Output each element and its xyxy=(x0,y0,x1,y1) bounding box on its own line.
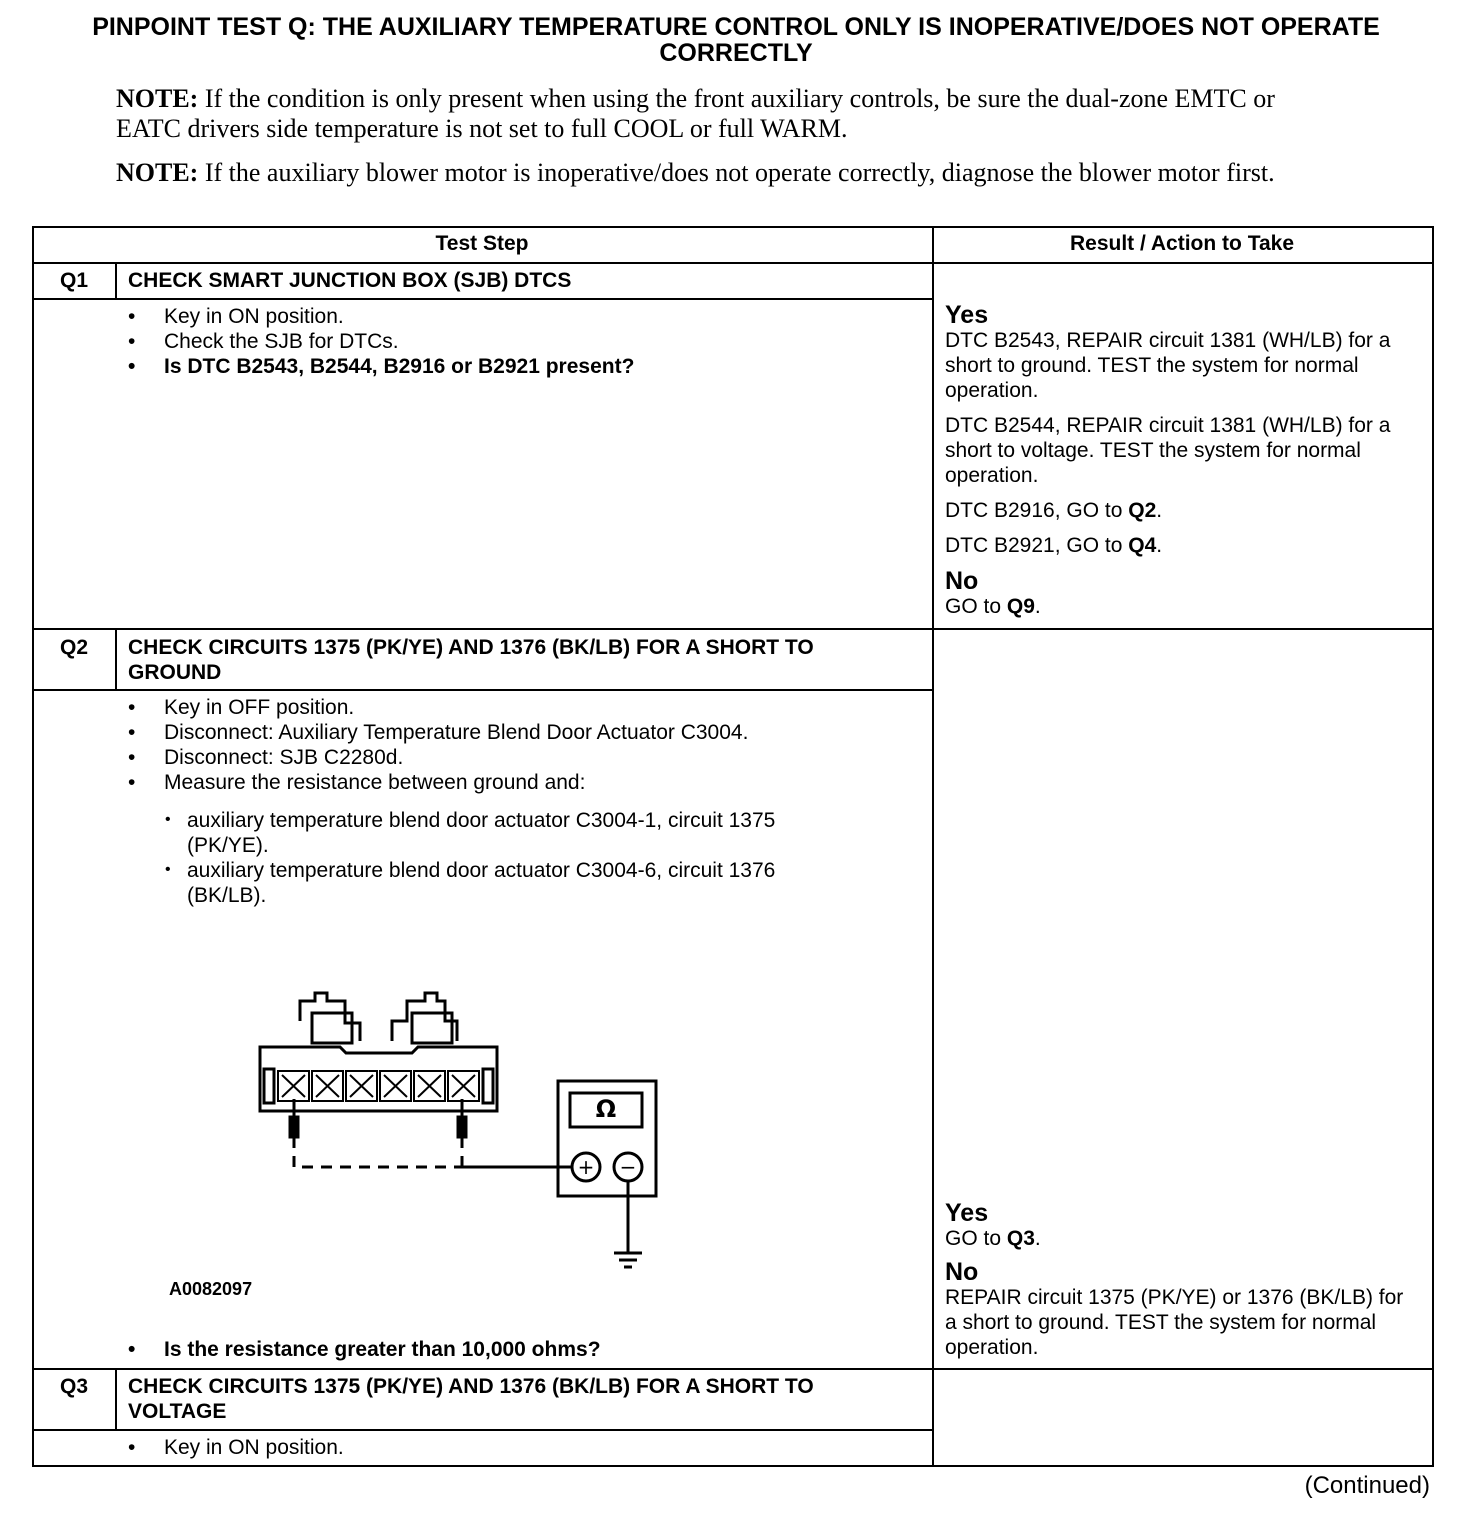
note-1-label: NOTE: xyxy=(116,84,199,113)
table-border-right xyxy=(1432,226,1434,1467)
pin-4-contact xyxy=(384,1075,407,1097)
q2-bottom-divider xyxy=(32,1368,1434,1370)
q2-steps xyxy=(128,695,918,795)
q3-heading: CHECK CIRCUITS 1375 (PK/YE) AND 1376 (BK/LB) FOR A SHORT TO VOLTAGE xyxy=(128,1375,814,1423)
table-border-top xyxy=(32,226,1434,228)
table-border-bottom xyxy=(32,1465,1434,1467)
q1-goto-q2-link[interactable]: Q2 xyxy=(1128,499,1157,522)
note-2-label: NOTE: xyxy=(116,158,199,187)
q1-step-1: • Key in ON position. xyxy=(128,304,918,329)
q2-yes-text: GO to Q3. xyxy=(945,1227,1041,1250)
note-2-text: If the auxiliary blower motor is inoperative/does not operate correctly, diagnose the blower motor first. xyxy=(198,158,1275,187)
q1-goto-q9-link[interactable]: Q9 xyxy=(1006,595,1035,618)
plus-symbol: + xyxy=(577,1155,595,1179)
q1-yes-b2544: DTC B2544, REPAIR circuit 1381 (WH/LB) for a short to voltage. TEST the system for normal operation. xyxy=(945,414,1391,487)
q3-step-1: • Key in ON position. xyxy=(128,1435,918,1460)
note-2 xyxy=(116,158,1316,188)
q1-result xyxy=(945,302,1429,619)
q1-no-goto: GO to xyxy=(945,595,1007,618)
connector-end-left xyxy=(264,1069,274,1103)
q1-heading-divider xyxy=(32,298,934,300)
q1-no-label: No xyxy=(945,567,979,595)
minus-symbol: − xyxy=(619,1155,637,1179)
header-divider xyxy=(32,262,1434,264)
header-test-step: Test Step xyxy=(435,232,529,255)
q2-step-4: • Measure the resistance between ground and: xyxy=(128,770,918,795)
pin-5-contact xyxy=(418,1075,441,1097)
q2-question: • Is the resistance greater than 10,000 ohms? xyxy=(128,1337,918,1362)
q2-sub-step-2: • auxiliary temperature blend door actuator C3004-6, circuit 1376 (BK/LB). xyxy=(165,858,855,908)
q2-step-2: • Disconnect: Auxiliary Temperature Blend Door Actuator C3004. xyxy=(128,720,918,745)
note-1 xyxy=(116,84,1316,144)
pin-1-contact xyxy=(282,1075,305,1097)
q3-heading-divider xyxy=(32,1429,934,1431)
q2-result xyxy=(945,1200,1429,1360)
q1-question: • Is DTC B2543, B2544, B2916 or B2921 present? xyxy=(128,354,918,379)
q1-id: Q1 xyxy=(59,269,88,292)
test-lead-dashed xyxy=(294,1137,462,1167)
header-result: Result / Action to Take xyxy=(1069,232,1295,255)
column-divider xyxy=(932,226,934,1467)
q1-steps xyxy=(128,304,918,379)
table-border-left xyxy=(32,226,34,1467)
q2-step-1: • Key in OFF position. xyxy=(128,695,918,720)
q2-no-label: No xyxy=(945,1258,979,1286)
continued-label: (Continued) xyxy=(1304,1472,1430,1499)
q2-goto-q3-link[interactable]: Q3 xyxy=(1006,1227,1035,1250)
q2-sub-step-1: • auxiliary temperature blend door actuator C3004-1, circuit 1375 (PK/YE). xyxy=(165,808,855,858)
pin-3-contact xyxy=(350,1075,373,1097)
q2-yes-goto: GO to xyxy=(945,1227,1007,1250)
resistance-test-diagram xyxy=(252,961,692,1271)
probe-6 xyxy=(458,1117,466,1137)
q1-step-2: • Check the SJB for DTCs. xyxy=(128,329,918,354)
q3-id: Q3 xyxy=(59,1375,88,1398)
q2-heading-divider xyxy=(32,689,934,691)
q1-yes-b2916: DTC B2916, GO to Q2. xyxy=(945,499,1163,522)
q2-yes-label: Yes xyxy=(945,1199,989,1227)
ohm-symbol: Ω xyxy=(595,1095,617,1123)
page-title: PINPOINT TEST Q: THE AUXILIARY TEMPERATURE CONTROL ONLY IS INOPERATIVE/DOES NOT OPERATE CORRECTLY xyxy=(92,13,1380,67)
q1-no-text: GO to Q9. xyxy=(945,595,1041,618)
probe-1 xyxy=(290,1117,298,1137)
connector-end-right xyxy=(483,1069,493,1103)
q3-steps xyxy=(128,1435,918,1460)
q2-id: Q2 xyxy=(59,636,88,659)
q1-bottom-divider xyxy=(32,628,1434,630)
pin-6-contact xyxy=(452,1075,475,1097)
q1-yes-label: Yes xyxy=(945,301,989,329)
q1-yes-b2543: DTC B2543, REPAIR circuit 1381 (WH/LB) for a short to ground. TEST the system for normal operation. xyxy=(945,329,1391,402)
pin-2-contact xyxy=(316,1075,339,1097)
connector-latch-right xyxy=(392,993,457,1041)
q1-yes-b2916-text: DTC B2916, GO to xyxy=(945,499,1129,522)
q1-yes-b2921-text: DTC B2921, GO to xyxy=(945,534,1129,557)
q1-yes-b2921: DTC B2921, GO to Q4. xyxy=(945,534,1163,557)
q2-heading: CHECK CIRCUITS 1375 (PK/YE) AND 1376 (BK/LB) FOR A SHORT TO GROUND xyxy=(128,636,814,684)
q1-goto-q4-link[interactable]: Q4 xyxy=(1128,534,1157,557)
q2-no-text: REPAIR circuit 1375 (PK/YE) or 1376 (BK/LB) for a short to ground. TEST the system for normal operation. xyxy=(945,1286,1404,1359)
note-1-text: If the condition is only present when using the front auxiliary controls, be sure the dual-zone EMTC or EATC drivers side temperature is not set to full COOL or full WARM. xyxy=(116,84,1275,143)
q2-step-3: • Disconnect: SJB C2280d. xyxy=(128,745,918,770)
q1-heading: CHECK SMART JUNCTION BOX (SJB) DTCS xyxy=(128,269,572,292)
q2-question-list xyxy=(128,1337,918,1362)
figure-id: A0082097 xyxy=(169,1279,253,1299)
q2-sub-steps xyxy=(165,808,855,908)
pinpoint-table xyxy=(32,226,1434,1467)
